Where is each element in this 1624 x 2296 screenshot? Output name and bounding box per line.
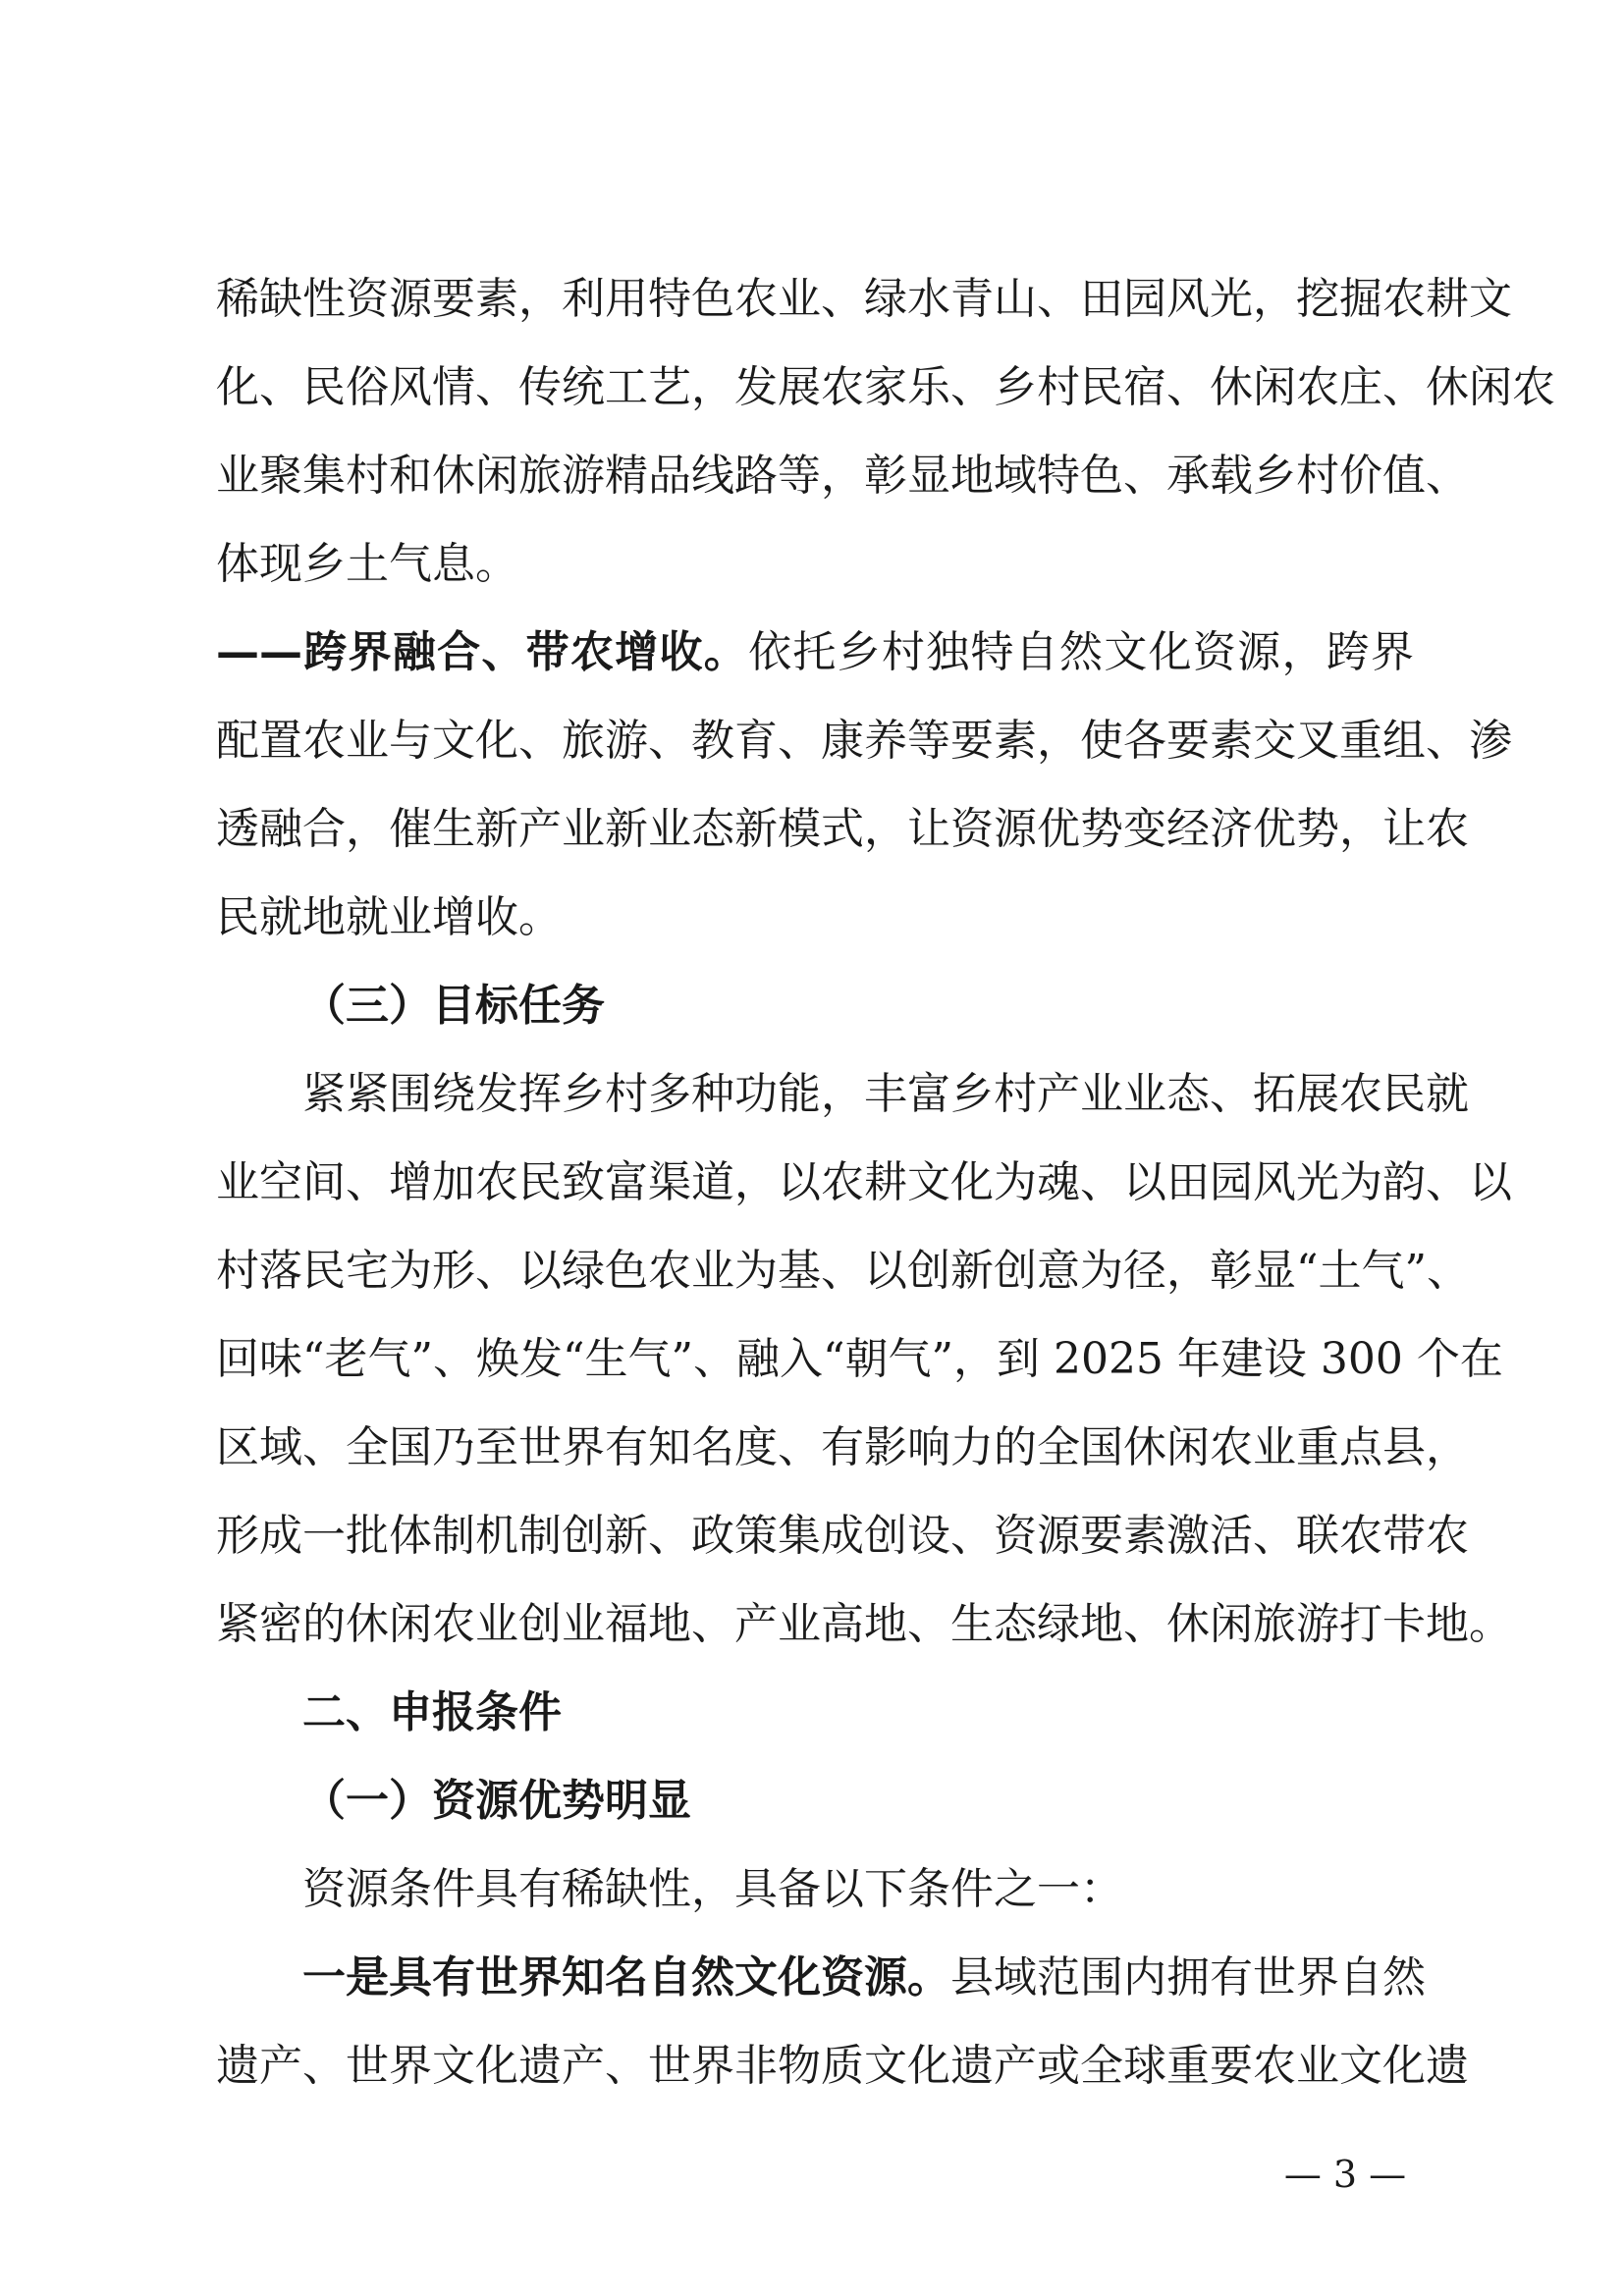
body-text-line: 回味“老气”、焕发“生气”、融入“朝气”，到 2025 年建设 300 个在: [216, 1334, 1503, 1384]
body-text-line: 体现乡土气息。: [216, 539, 518, 589]
body-text-line: 紧紧围绕发挥乡村多种功能，丰富乡村产业业态、拓展农民就: [302, 1069, 1469, 1119]
body-text-line: 业聚集村和休闲旅游精品线路等，彰显地域特色、承载乡村价值、: [216, 451, 1469, 501]
principle-heading: ——跨界融合、带农增收。: [216, 627, 749, 677]
body-text-line: 稀缺性资源要素，利用特色农业、绿水青山、田园风光，挖掘农耕文: [216, 274, 1512, 324]
section-heading-goals: （三）目标任务: [302, 981, 605, 1031]
body-text-line: 村落民宅为形、以绿色农业为基、以创新创意为径，彰显“土气”、: [216, 1246, 1470, 1296]
principle-paragraph-line: [216, 618, 1414, 687]
body-text-line: 透融合，催生新产业新业态新模式，让资源优势变经济优势，让农: [216, 804, 1469, 854]
subsection-heading-resources: （一）资源优势明显: [302, 1776, 691, 1826]
body-text-line: 民就地就业增收。: [216, 892, 562, 942]
condition-heading: 一是具有世界知名自然文化资源。: [302, 1952, 950, 2002]
condition-text: 县域范围内拥有世界自然: [950, 1952, 1426, 2002]
page-number: — 3 —: [1283, 2153, 1407, 2196]
body-text-line: 形成一批体制机制创新、政策集成创设、资源要素激活、联农带农: [216, 1511, 1469, 1561]
body-text-line: 业空间、增加农民致富渠道，以农耕文化为魂、以田园风光为韵、以: [216, 1157, 1512, 1207]
body-text-line: 遗产、世界文化遗产、世界非物质文化遗产或全球重要农业文化遗: [216, 2041, 1469, 2091]
body-text-line: 区域、全国乃至世界有知名度、有影响力的全国休闲农业重点县，: [216, 1422, 1469, 1472]
condition-paragraph-line: [302, 1944, 1426, 2012]
body-text-line: 化、民俗风情、传统工艺，发展农家乐、乡村民宿、休闲农庄、休闲农: [216, 362, 1555, 412]
body-text-line: 资源条件具有稀缺性，具备以下条件之一：: [302, 1864, 1123, 1914]
body-text-line: 紧密的休闲农业创业福地、产业高地、生态绿地、休闲旅游打卡地。: [216, 1599, 1512, 1649]
principle-text: 依托乡村独特自然文化资源，跨界: [748, 627, 1415, 677]
body-text-line: 配置农业与文化、旅游、教育、康养等要素，使各要素交叉重组、渗: [216, 716, 1512, 766]
section-heading-requirements: 二、申报条件: [302, 1687, 562, 1737]
